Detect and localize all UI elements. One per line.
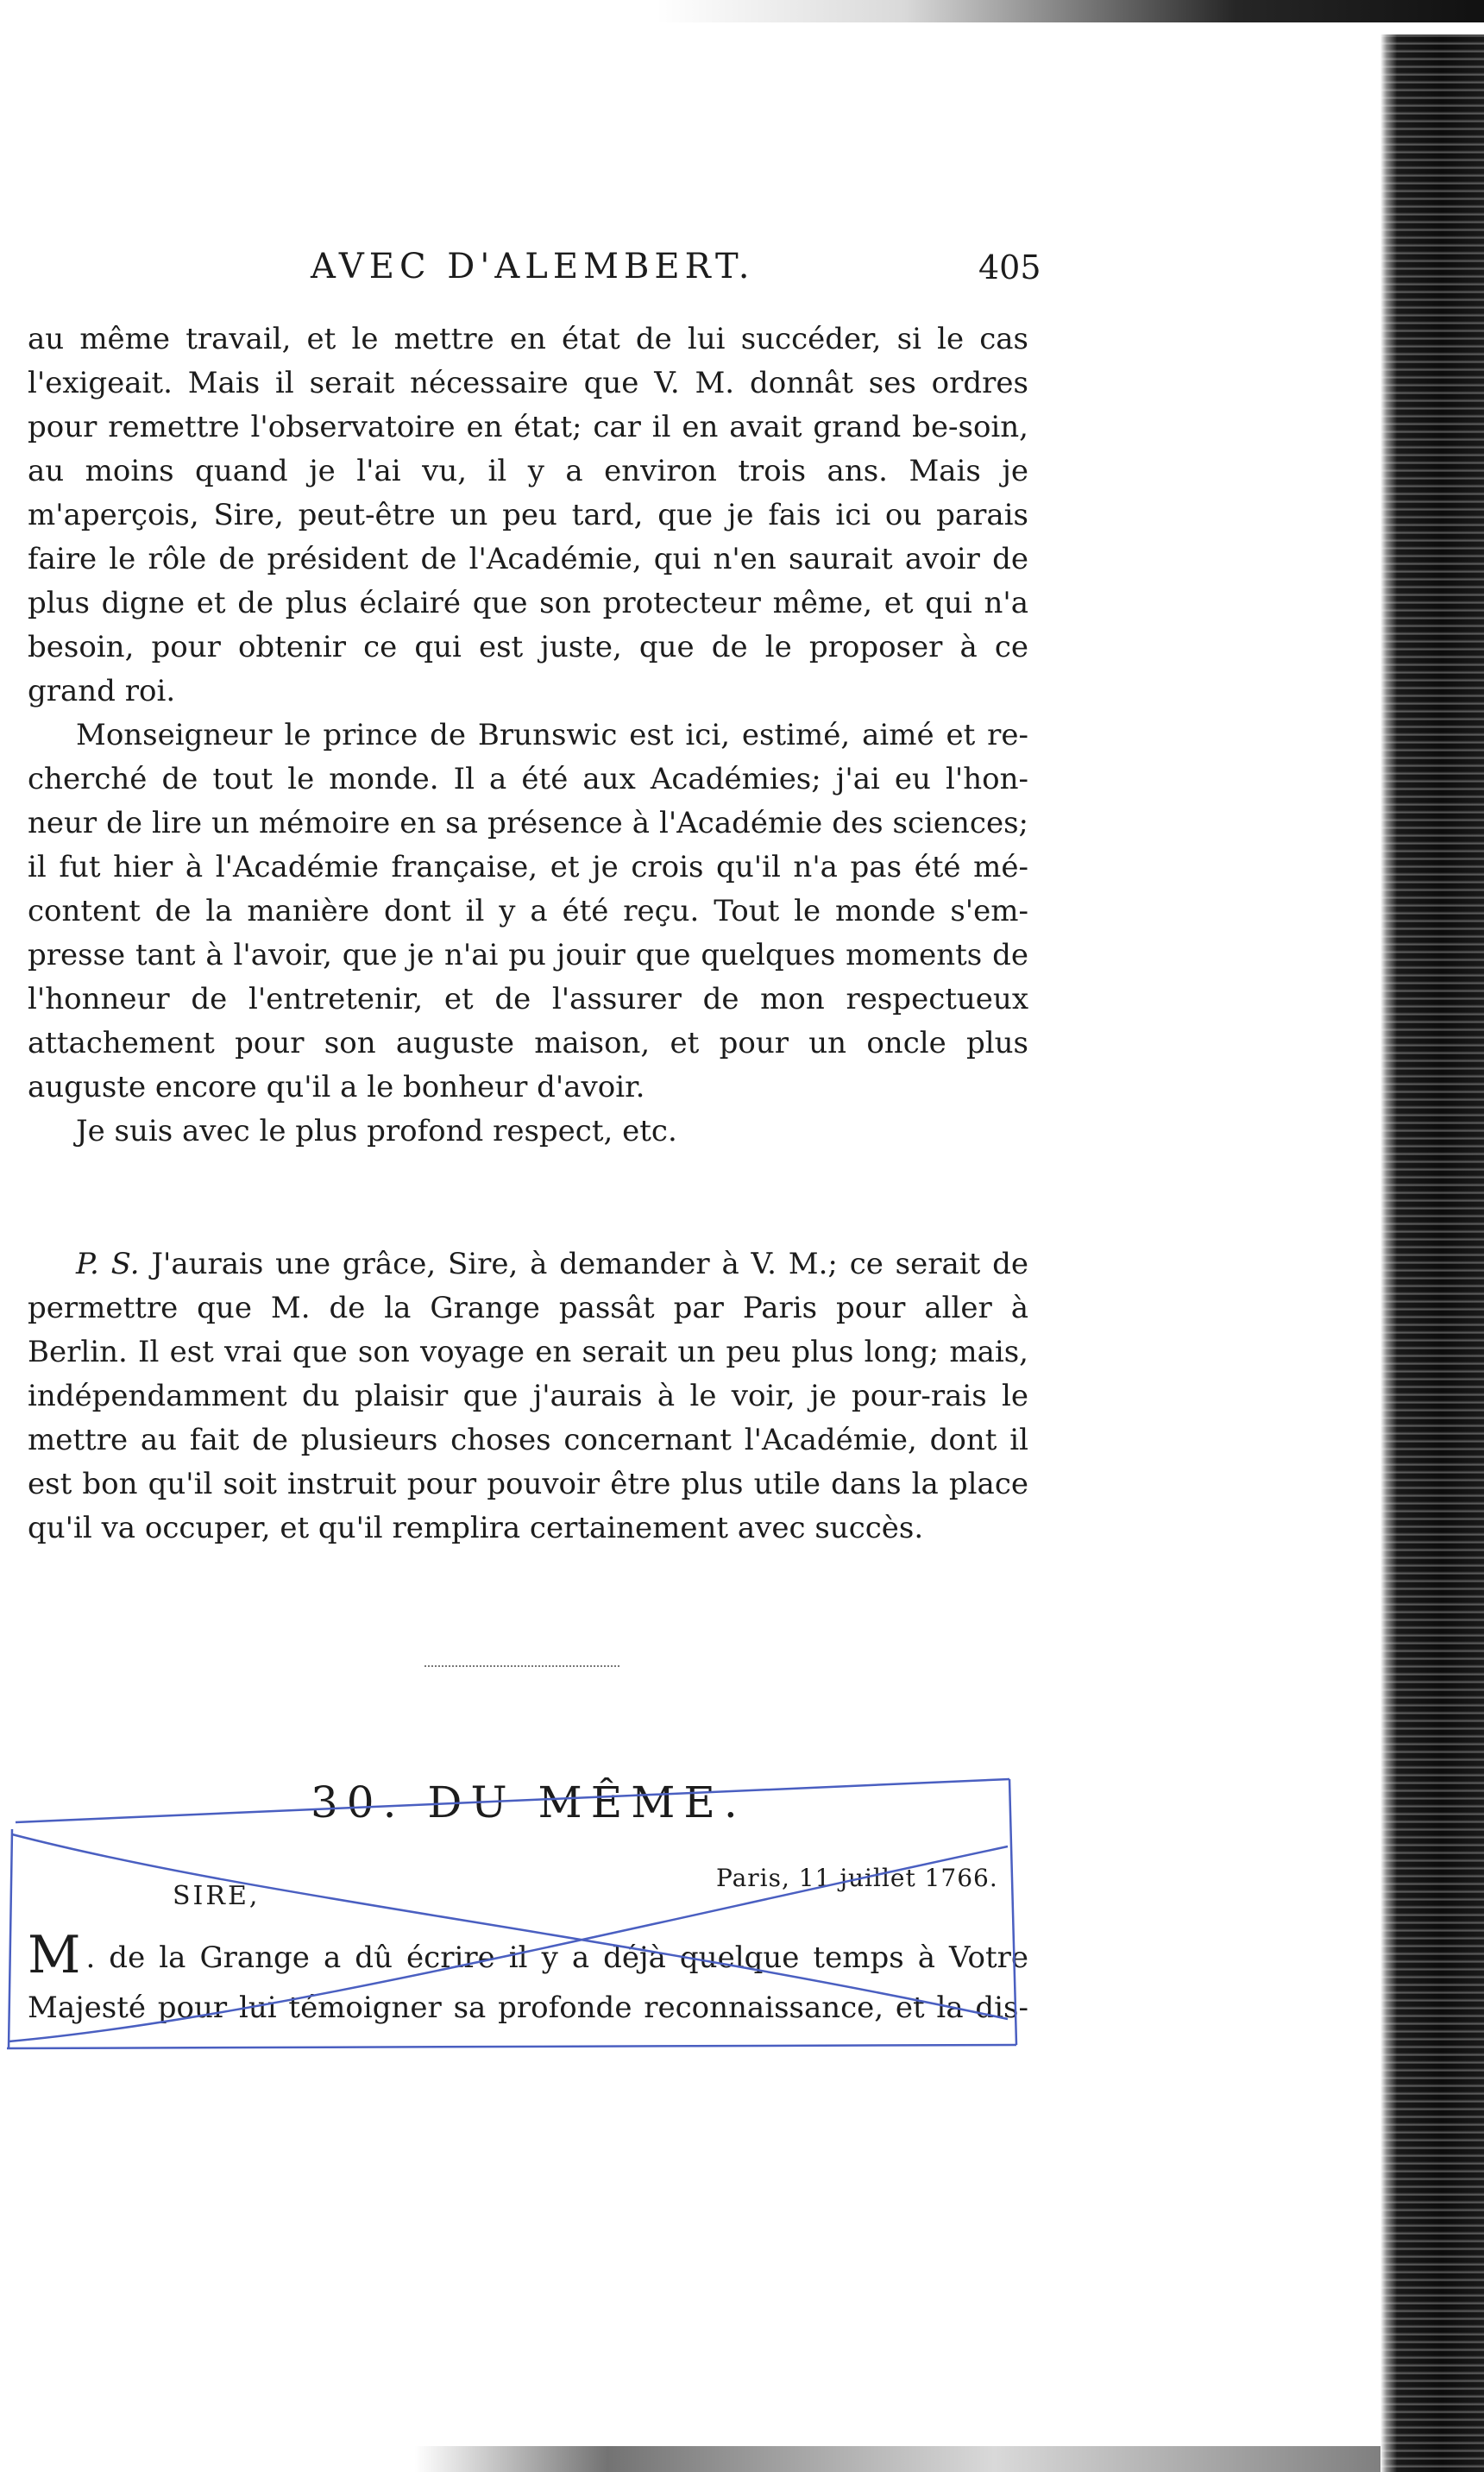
scan-edge-bottom bbox=[414, 2446, 1380, 2472]
body-text bbox=[28, 318, 1028, 1154]
postscript bbox=[28, 1242, 1028, 1551]
drop-cap: M bbox=[28, 1925, 81, 1985]
salutation: SIRE, bbox=[173, 1881, 261, 1911]
postscript-text: J'aurais une grâce, Sire, à demander à V. M.; ce serait de permettre que M. de la Grange passât par Paris pour aller à Berlin. Il est vrai que son voyage en serait un peu plus long; mais, indépendamment du plaisir que j'aurais à le voir, je pour-rais le mettre au fait de plusieurs choses concernant l'Académie, dont il est bon qu'il soit instruit pour pouvoir être plus utile dans la place qu'il va occuper, et qu'il remplira certainement avec succès. bbox=[28, 1247, 1029, 1545]
postscript-label: P. S. bbox=[76, 1247, 140, 1281]
dateline: Paris, 11 juillet 1766. bbox=[716, 1864, 998, 1892]
scan-edge-right bbox=[1380, 35, 1484, 2472]
page-number: 405 bbox=[978, 248, 1041, 286]
scan-edge-top bbox=[656, 0, 1484, 22]
running-title: AVEC D'ALEMBERT. bbox=[311, 247, 755, 286]
paragraph-observatory: au même travail, et le mettre en état de lui succéder, si le cas l'exigeait. Mais il serait nécessaire que V. M. donnât ses ordres pour remettre l'observatoire en état; car il en avait grand be-soin, au moins quand je l'ai vu, il y a environ trois ans. Mais je m'aperçois, Sire, peut-être un peu tard, que je fais ici ou parais faire le rôle de président de l'Académie, qui n'en saurait avoir de plus digne et de plus éclairé que son protecteur même, et qui n'a besoin, pour obtenir ce qui est juste, que de le proposer à ce grand roi. bbox=[28, 322, 1028, 708]
section-title: 30. DU MÊME. bbox=[311, 1777, 746, 1827]
page-header bbox=[0, 247, 1070, 299]
letter-opening: . de la Grange a dû écrire il y a déjà quelque temps à Votre Majesté pour lui témoigner sa profonde reconnaissance, et la dis- bbox=[28, 1940, 1028, 2025]
letter-text bbox=[28, 1925, 1028, 2033]
letter-section bbox=[0, 1760, 1070, 2071]
section-divider bbox=[424, 1665, 619, 1667]
paragraph-closing: Je suis avec le plus profond respect, etc. bbox=[76, 1114, 677, 1148]
paragraph-brunswic: Monseigneur le prince de Brunswic est ici, estimé, aimé et re-cherché de tout le monde. Il a été aux Académies; j'ai eu l'hon-neur de lire un mémoire en sa présence à l'Académie des sciences; il fut hier à l'Académie française, et je crois qu'il n'a pas été mé-content de la manière dont il y a été reçu. Tout le monde s'em-presse tant à l'avoir, que je n'ai pu jouir que quelques moments de l'honneur de l'entretenir, et de l'assurer de mon respectueux attachement pour son auguste maison, et pour un oncle plus auguste encore qu'il a le bonheur d'avoir. bbox=[28, 718, 1028, 1104]
postscript-paragraph bbox=[28, 1242, 1028, 1551]
letter-paragraph bbox=[28, 1925, 1028, 2033]
